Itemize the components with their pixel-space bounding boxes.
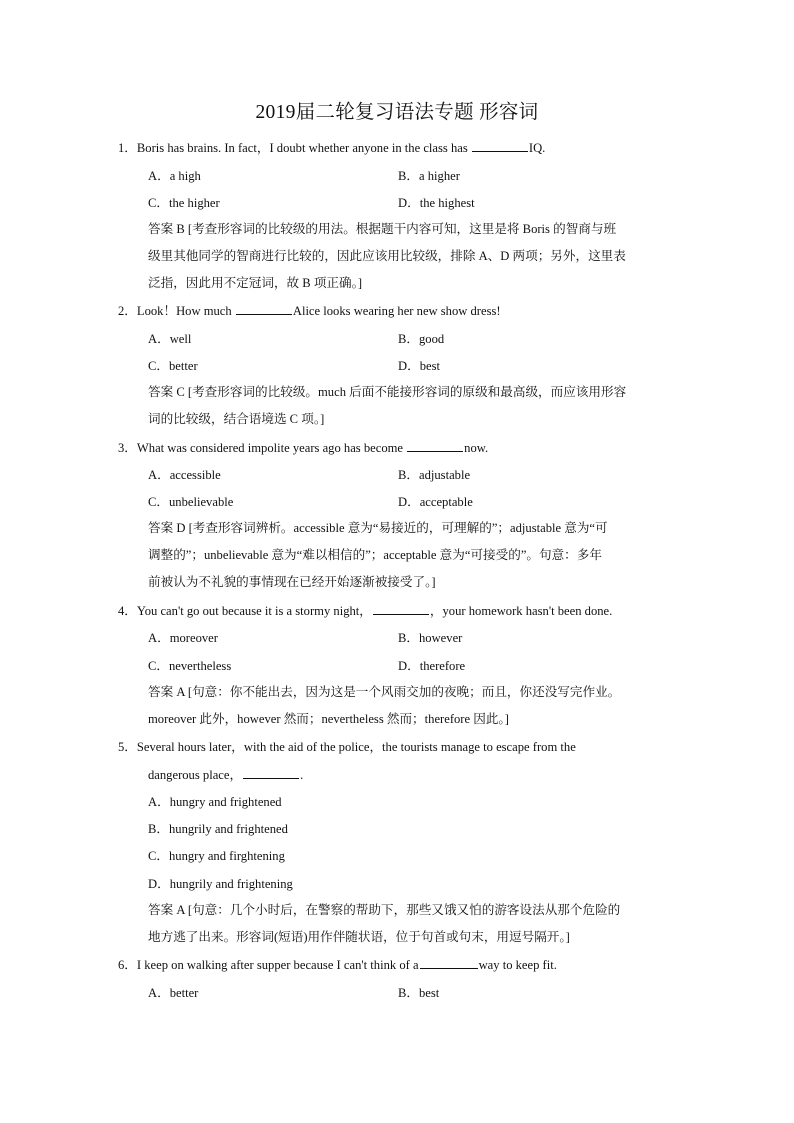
- question-2-option-d: D．best: [398, 359, 440, 373]
- question-4-blank: [373, 602, 429, 615]
- question-3-answer-line-2: 调整的”；unbelievable 意为“难以相信的”；acceptable 意为“可接受的”。句意：多年: [148, 548, 602, 562]
- question-3-stem-text: 3．What was considered impolite years ago has become: [118, 441, 407, 455]
- question-1-answer-line-3: 泛指，因此用不定冠词，故 B 项正确。]: [148, 276, 363, 290]
- question-2-stem: [118, 302, 501, 320]
- question-1-answer-line-1: 答案 B [考查形容词的比较级的用法。根据题干内容可知，这里是将 Boris 的智商与班: [148, 222, 617, 236]
- question-1-option-b: B．a higher: [398, 169, 460, 183]
- question-5-answer-line-2: 地方逃了出来。形容词(短语)用作伴随状语，位于句首或句末，用逗号隔开。]: [148, 930, 570, 944]
- question-6-stem-end: way to keep fit.: [478, 958, 557, 972]
- question-3-answer-line-1: 答案 D [考查形容词辨析。accessible 意为“易接近的，可理解的”；adjustable 意为“可: [148, 521, 608, 535]
- question-3-option-b: B．adjustable: [398, 468, 471, 482]
- question-3-option-c: C．unbelievable: [148, 495, 234, 509]
- question-6-option-a: A．better: [148, 986, 199, 1000]
- page-title: 2019届二轮复习语法专题 形容词: [255, 102, 539, 123]
- question-2-option-a: A．well: [148, 332, 192, 346]
- question-5-option-d: D．hungrily and frightening: [148, 877, 293, 891]
- question-5-answer-line-1: 答案 A [句意：几个小时后，在警察的帮助下，那些又饿又怕的游客设法从那个危险的: [148, 903, 621, 917]
- question-4-option-a: A．moreover: [148, 631, 218, 645]
- question-4-stem-end: ，your homework hasn't been done.: [429, 604, 613, 618]
- question-5-blank: [243, 766, 299, 779]
- question-2-option-b: B．good: [398, 332, 445, 346]
- question-5-option-c: C．hungry and firghtening: [148, 849, 285, 863]
- question-3-stem-end: now.: [464, 441, 489, 455]
- question-3-stem: [118, 439, 488, 457]
- question-5-stem-text: dangerous place，: [148, 768, 243, 782]
- question-5-stem-line-2: [148, 766, 303, 784]
- question-2-answer-line-2: 词的比较级，结合语境选 C 项。]: [148, 412, 325, 426]
- question-4-stem: [118, 602, 612, 620]
- question-2-answer-line-1: 答案 C [考查形容词的比较级。much 后面不能接形容词的原级和最高级，而应该用形容: [148, 385, 627, 399]
- question-1-option-c: C．the higher: [148, 196, 220, 210]
- question-4-answer-line-2: moreover 此外，however 然而；nevertheless 然而；therefore 因此。]: [148, 712, 509, 726]
- question-5-stem-line-1: 5．Several hours later，with the aid of the police，the tourists manage to escape from the: [118, 740, 576, 754]
- question-2-blank: [236, 302, 292, 315]
- question-1-option-a: A．a high: [148, 169, 201, 183]
- question-4-option-d: D．therefore: [398, 659, 466, 673]
- question-6-option-b: B．best: [398, 986, 440, 1000]
- question-5-option-b: B．hungrily and frightened: [148, 822, 288, 836]
- question-2-stem-text: 2．Look！How much: [118, 304, 235, 318]
- question-4-option-b: B．however: [398, 631, 463, 645]
- question-1-answer-line-2: 级里其他同学的智商进行比较的，因此应该用比较级，排除 A、D 两项；另外，这里表: [148, 249, 626, 263]
- question-1-stem-text: 1．Boris has brains. In fact，I doubt whether anyone in the class has: [118, 141, 471, 155]
- question-2-option-c: C．better: [148, 359, 198, 373]
- question-6-stem: [118, 956, 557, 974]
- question-3-option-a: A．accessible: [148, 468, 221, 482]
- question-2-stem-end: Alice looks wearing her new show dress!: [292, 304, 501, 318]
- question-1-stem-end: IQ.: [528, 141, 546, 155]
- question-6-stem-text: 6．I keep on walking after supper because I can't think of a: [118, 958, 419, 972]
- question-3-blank: [407, 439, 463, 452]
- question-3-option-d: D．acceptable: [398, 495, 473, 509]
- question-4-stem-text: 4．You can't go out because it is a stormy night，: [118, 604, 372, 618]
- question-5-stem-end: .: [300, 768, 304, 782]
- question-1-blank: [472, 139, 528, 152]
- question-4-answer-line-1: 答案 A [句意：你不能出去，因为这是一个风雨交加的夜晚；而且，你还没写完作业。: [148, 685, 621, 699]
- question-1-stem: [118, 139, 545, 157]
- question-6-blank: [420, 956, 478, 969]
- question-4-option-c: C．nevertheless: [148, 659, 232, 673]
- question-5-option-a: A．hungry and frightened: [148, 795, 282, 809]
- question-1-option-d: D．the highest: [398, 196, 475, 210]
- question-3-answer-line-3: 前被认为不礼貌的事情现在已经开始逐渐被接受了。]: [148, 575, 436, 589]
